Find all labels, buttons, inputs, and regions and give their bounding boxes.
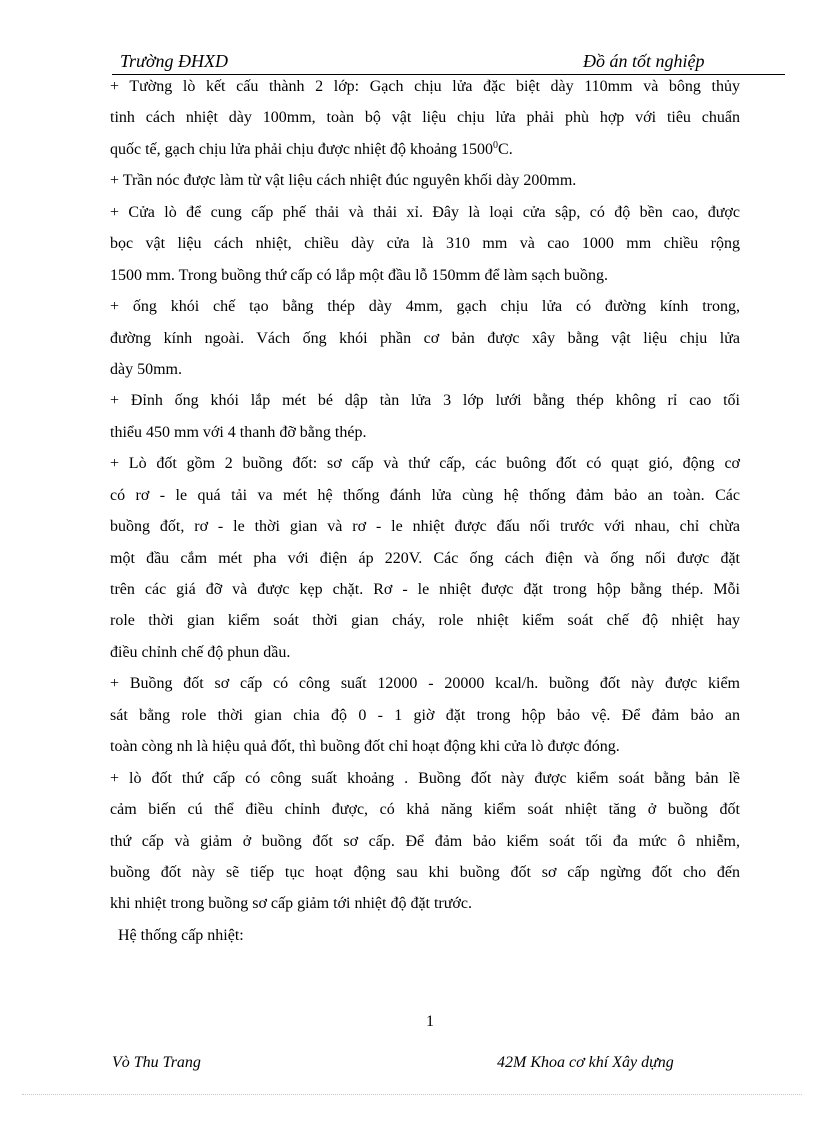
body-line: toàn còng nh là hiệu quả đốt, thì buồng đốt chỉ hoạt động khi cửa lò được đóng.: [110, 738, 620, 756]
superscript-degree: 0: [493, 139, 499, 151]
body-line: sát bằng role thời gian chia độ 0 - 1 giờ đặt trong hộp bảo vệ. Để đảm bảo an: [110, 706, 740, 724]
body-line: + Trần nóc được làm từ vật liệu cách nhiệt đúc nguyên khối dày 200mm.: [110, 172, 577, 190]
page-number: 1: [426, 1013, 434, 1030]
document-body: [110, 76, 740, 956]
body-line: + Tường lò kết cấu thành 2 lớp: Gạch chịu lửa đặc biệt dày 110mm và bông thủy: [110, 78, 740, 95]
body-line: + Lò đốt gồm 2 buồng đốt: sơ cấp và thứ cấp, các buông đốt có quạt gió, động cơ: [110, 455, 740, 473]
body-line: đường kính ngoài. Vách ống khói phần cơ bản được xây bằng vật liệu chịu lửa: [110, 329, 740, 347]
body-line: 1500 mm. Trong buồng thứ cấp có lắp một đầu lỗ 150mm để làm sạch buồng.: [110, 266, 608, 284]
temperature-unit: C.: [498, 140, 513, 158]
body-line: bọc vật liệu cách nhiệt, chiều dày cửa là 310 mm và cao 1000 mm chiều rộng: [110, 235, 740, 253]
page-break-divider: [22, 1094, 802, 1095]
body-line: + lò đốt thứ cấp có công suất khoảng . Buồng đốt này được kiểm soát bằng bản lề: [110, 769, 740, 787]
body-line: dày 50mm.: [110, 360, 182, 378]
body-line: trên các giá đỡ và được kẹp chặt. Rơ - le nhiệt được đặt trong hộp bằng thép. Mỗi: [110, 581, 740, 598]
body-line-text: quốc tế, gạch chịu lửa phải chịu được nhiệt độ khoảng 1500: [110, 140, 494, 158]
page-header: [112, 50, 785, 75]
section-heading: Hệ thống cấp nhiệt:: [118, 926, 244, 944]
header-doc-type: Đồ án tốt nghiệp: [583, 51, 705, 71]
body-line: một đầu cắm mét pha với điện áp 220V. Các ống cách điện và ống nối được đặt: [110, 549, 740, 567]
body-line: + Cửa lò để cung cấp phế thải và thải xỉ. Đây là loại cửa sập, có độ bền cao, được: [110, 203, 740, 221]
body-line: + Đỉnh ống khói lắp mét bé dập tàn lửa 3 lớp lưới bằng thép không rỉ cao tối: [110, 392, 740, 410]
body-line: buồng đốt, rơ - le thời gian và rơ - le nhiệt được đấu nối trước với nhau, chỉ chừa: [110, 518, 740, 536]
body-line: + ống khói chế tạo bằng thép dày 4mm, gạch chịu lửa có đường kính trong,: [110, 298, 740, 316]
body-line: khi nhiệt trong buồng sơ cấp giảm tới nhiệt độ đặt trước.: [110, 895, 472, 913]
body-line: có rơ - le quá tải va mét hệ thống đánh lửa cùng hệ thống đảm bảo an toàn. Các: [110, 486, 740, 504]
header-school: Trường ĐHXD: [120, 51, 228, 71]
body-line: + Buồng đốt sơ cấp có công suất 12000 - 20000 kcal/h. buồng đốt này được kiểm: [110, 675, 740, 693]
footer-author: Vò Thu Trang: [112, 1054, 201, 1071]
body-line: điều chỉnh chế độ phun dầu.: [110, 643, 291, 661]
body-line: [110, 139, 740, 170]
body-line: tinh cách nhiệt dày 100mm, toàn bộ vật liệu chịu lửa phải phù hợp với tiêu chuẩn: [110, 109, 740, 127]
body-line: thứ cấp và giảm ở buồng đốt sơ cấp. Để đảm bảo kiểm soát tối đa mức ô nhiễm,: [110, 832, 740, 850]
body-line: buồng đốt này sẽ tiếp tục hoạt động sau khi buồng đốt sơ cấp ngừng đốt cho đến: [110, 863, 740, 881]
footer-department: 42M Khoa cơ khí Xây dựng: [497, 1054, 674, 1071]
body-line: thiểu 450 mm với 4 thanh đỡ bằng thép.: [110, 423, 367, 441]
body-line: role thời gian kiểm soát thời gian cháy, role nhiệt kiểm soát chế độ nhiệt hay: [110, 612, 740, 630]
body-line: cảm biến cú thể điều chỉnh được, có khả năng kiểm soát nhiệt tăng ở buồng đốt: [110, 801, 740, 819]
